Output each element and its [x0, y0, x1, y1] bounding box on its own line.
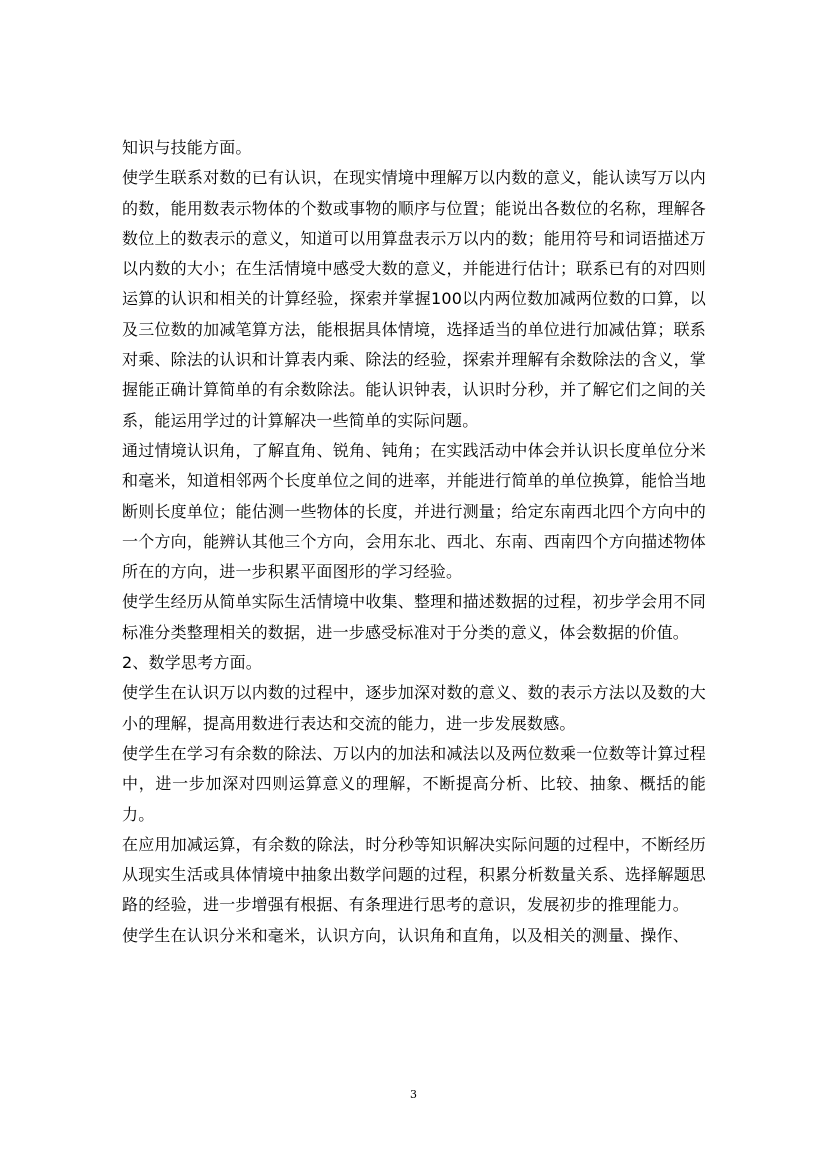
section-heading-knowledge-skills: 知识与技能方面。 [122, 138, 252, 157]
paragraph: 使学生联系对数的已有认识，在现实情境中理解万以内数的意义，能认读写万以内的数，能用数表示物体的个数或事物的顺序与位置；能说出各数位的名称，理解各数位上的数表示的意义，知道可以用算盘表示万以内的数；能用符号和词语描述万以内数的大小；在生活情境中感受大数的意义，并能进行估计；联系已有的对四则运算的认识和相关的计算经验，探索并掌握100以内两位数加减两位数的口算，以及三位数的加减笔算方法，能根据具体情境，选择适当的单位进行加减估算；联系对乘、除法的认识和计算表内乘、除法的经验，探索并理解有余数除法的含义，掌握能正确计算简单的有余数除法。能认识钟表，认识时分秒，并了解它们之间的关系，能运用学过的计算解决一些简单的实际问题。 [122, 168, 706, 430]
paragraph: 使学生在认识分米和毫米，认识方向，认识角和直角，以及相关的测量、操作、 [122, 925, 690, 945]
paragraph: 使学生在认识万以内数的过程中，逐步加深对数的意义、数的表示方法以及数的大小的理解，提高用数进行表达和交流的能力，进一步发展数感。 [122, 683, 706, 733]
document-body [122, 133, 706, 951]
paragraph: 使学生经历从简单实际生活情境中收集、整理和描述数据的过程，初步学会用不同标准分类整理相关的数据，进一步感受标准对于分类的意义，体会数据的价值。 [122, 592, 706, 642]
paragraph: 通过情境认识角，了解直角、锐角、钝角；在实践活动中体会并认识长度单位分米和毫米，知道相邻两个长度单位之间的进率，并能进行简单的单位换算，能恰当地断则长度单位；能估测一些物体的长度，并进行测量；给定东南西北四个方向中的一个方向，能辨认其他三个方向，会用东北、西北、东南、西南四个方向描述物体所在的方向，进一步积累平面图形的学习经验。 [122, 440, 706, 582]
section-heading-math-thinking: 2、数学思考方面。 [122, 653, 262, 673]
page-number: 3 [410, 1088, 417, 1101]
paragraph: 在应用加减运算，有余数的除法，时分秒等知识解决实际问题的过程中，不断经历从现实生活或具体情境中抽象出数学问题的过程，积累分析数量关系、选择解题思路的经验，进一步增强有根据、有条理进行思考的意识，发展初步的推理能力。 [122, 834, 706, 915]
paragraph: 使学生在学习有余数的除法、万以内的加法和减法以及两位数乘一位数等计算过程中，进一步加深对四则运算意义的理解，不断提高分析、比较、抽象、概括的能力。 [122, 743, 706, 824]
